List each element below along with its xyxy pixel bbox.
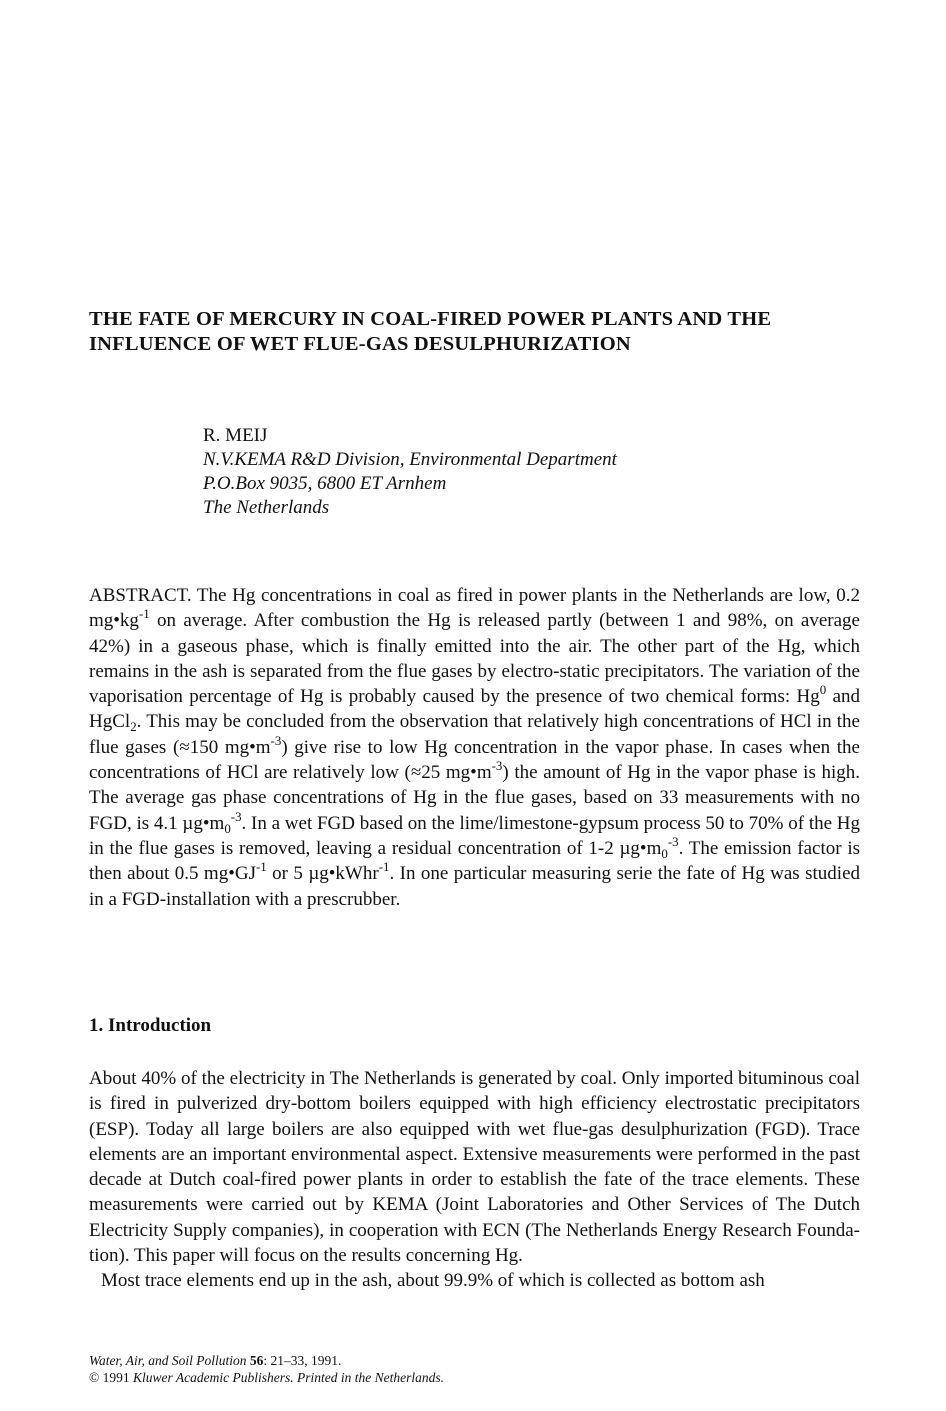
superscript: -1 bbox=[378, 859, 390, 875]
abstract-text: and HgCl bbox=[89, 686, 860, 733]
introduction-paragraph: Most trace elements end up in the ash, about 99.9% of which is collected as bottom ash bbox=[101, 1270, 765, 1292]
superscript: -3 bbox=[667, 833, 679, 849]
abstract-text: . This may be concluded from the observation that relatively high concentrations of HCl in the flue gases (≈150 mg•m bbox=[89, 711, 860, 758]
abstract-text: or 5 µg•kWhr bbox=[272, 863, 379, 885]
paper-title bbox=[89, 307, 869, 357]
publisher: Kluwer Academic Publishers. Printed in the Netherlands. bbox=[133, 1370, 444, 1385]
superscript: -3 bbox=[270, 732, 282, 748]
subscript: 0 bbox=[661, 845, 668, 861]
abstract bbox=[89, 583, 860, 912]
superscript: -1 bbox=[255, 859, 267, 875]
subscript: 2 bbox=[130, 719, 137, 735]
author-block bbox=[203, 424, 617, 520]
superscript: 0 bbox=[819, 682, 827, 698]
abstract-text: The Hg concentrations in coal as fired in power plants in the Netherlands are low, 0.2 mg•kg bbox=[89, 585, 860, 632]
journal-name: Water, Air, and Soil Pollution bbox=[89, 1353, 247, 1368]
superscript: -1 bbox=[138, 606, 150, 622]
abstract-label: ABSTRACT. bbox=[89, 585, 192, 606]
introduction-paragraph: About 40% of the electricity in The Netherlands is generated by coal. Only imported bituminous coal is fired in pulverized dry-bottom boilers equipped with high efficiency electrostatic precipitators (ESP). Today all large boilers are also equipped with wet flue-gas desulphurization (FGD). Trace elements are an important environmental aspect. Extensive measurements were performed in the past decade at Dutch coal-fired power plants in order to establish the fate of the trace elements. These measurements were carried out by KEMA (Joint Laboratories and Other Services of The Dutch Electricity Supply companies), in cooperation with ECN (The Netherlands Energy Research Founda-tion). This paper will focus on the results concerning Hg. bbox=[89, 1068, 860, 1267]
journal-volume: 56 bbox=[249, 1353, 264, 1368]
author-affiliation: N.V.KEMA R&D Division, Environmental Department bbox=[203, 449, 617, 470]
abstract-text: ) give rise to low Hg concentration in the vapor phase. In cases when the concentrations of HCl are relatively low (≈25 mg•m bbox=[89, 736, 860, 784]
journal-pages: : 21–33, 1991. bbox=[263, 1353, 342, 1368]
author-country: The Netherlands bbox=[203, 497, 330, 518]
abstract-text: on average. After combustion the Hg is released partly (between 1 and 98%, on average 42%) in a gaseous phase, which is finally emitted into the air. The other part of the Hg, which remains in the ash is separated from the flue gases by electro-static precipitators. The variation of the vaporisation percentage of Hg is probably caused by the presence of two chemical forms: Hg bbox=[89, 610, 860, 708]
abstract-text: ) the amount of Hg in the vapor phase is high. The average gas phase concentrations of Hg in the flue gases, based on 33 measurements with no FGD, is 4.1 µg•m bbox=[89, 762, 860, 834]
abstract-text: . In one particular measuring serie the fate of Hg was studied in a FGD-installation with a prescrubber. bbox=[89, 863, 861, 910]
author-name: R. MEIJ bbox=[203, 425, 268, 446]
introduction-body bbox=[89, 1066, 860, 1294]
superscript: -3 bbox=[230, 808, 242, 824]
citation-line bbox=[89, 1352, 444, 1369]
superscript: -3 bbox=[491, 758, 503, 774]
title-line-2: INFLUENCE OF WET FLUE-GAS DESULPHURIZATION bbox=[89, 333, 631, 355]
copyright-year: © 1991 bbox=[89, 1370, 130, 1385]
section-heading-introduction: 1. Introduction bbox=[89, 1015, 212, 1036]
abstract-text: . The emission factor is then about 0.5 mg•GJ bbox=[89, 837, 860, 885]
subscript: 0 bbox=[224, 820, 231, 836]
author-address: P.O.Box 9035, 6800 ET Arnhem bbox=[203, 473, 447, 494]
title-line-1: THE FATE OF MERCURY IN COAL-FIRED POWER PLANTS AND THE bbox=[89, 308, 772, 330]
copyright-line bbox=[89, 1369, 444, 1386]
page-footer bbox=[89, 1352, 444, 1386]
abstract-text: . In a wet FGD based on the lime/limestone-gypsum process 50 to 70% of the Hg in the flue gases is removed, leaving a residual concentration of 1-2 µg•m bbox=[89, 812, 861, 859]
